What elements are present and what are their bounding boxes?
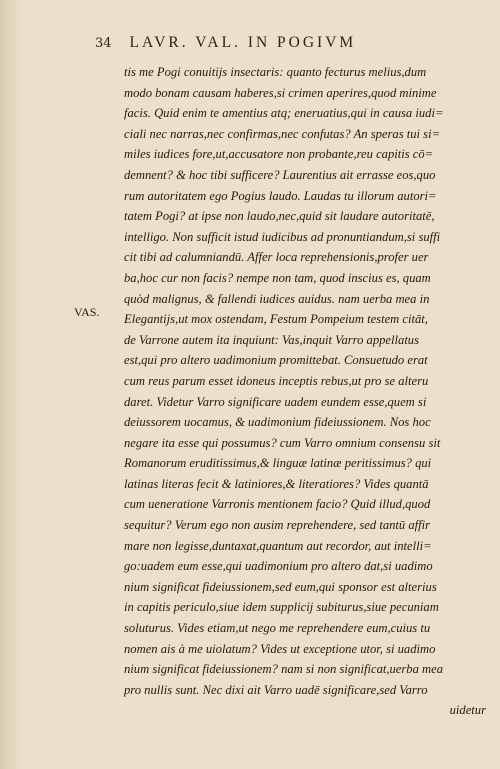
text-line: cit tibi ad calumniandū. Affer loca reprehensionis,profer uer bbox=[124, 250, 429, 265]
body-text bbox=[124, 62, 486, 721]
text-line: cum ueneratione Varronis mentionem facio? Quid illud,quod bbox=[124, 497, 431, 512]
text-line: miles iudices fore,ut,accusatore non probante,reu capitis cō= bbox=[124, 147, 434, 162]
text-line: latinas literas fecit & latiniores,& literatiores? Vides quantā bbox=[124, 476, 429, 491]
text-line: pro nullis sunt. Nec dixi ait Varro uadē significare,sed Varro bbox=[124, 682, 428, 697]
text-line: ba,hoc cur non facis? nempe non tam, quod inscius es, quam bbox=[124, 270, 431, 285]
margin-note: VAS. bbox=[74, 305, 100, 319]
text-line: facis. Quid enim te amentius atq; eneruatius,qui in causa iudi= bbox=[124, 106, 444, 121]
text-line: deiussorem uocamus, & uadimonium fideiussionem. Nos hoc bbox=[124, 415, 431, 430]
text-line: demnent? & hoc tibi sufficere? Laurentius ait errasse eos,quo bbox=[124, 167, 436, 182]
text-line: rum autoritatem ego Pogius laudo. Laudas tu illorum autori= bbox=[124, 188, 437, 203]
running-head: LAVR. VAL. IN POGIVM bbox=[129, 34, 357, 51]
text-line: soluturus. Vides etiam,ut nego me reprehendere eum,cuius tu bbox=[124, 621, 431, 636]
text-line: quòd malignus, & fallendi iudices auidus. nam uerba mea in bbox=[124, 291, 430, 306]
text-line: tatem Pogi? at ipse non laudo,nec,quid sit laudare autoritatē, bbox=[124, 209, 435, 224]
catchword: uidetur bbox=[449, 703, 486, 718]
text-line: de Varrone autem ita inquiunt: Vas,inquit Varro appellatus bbox=[124, 332, 420, 347]
text-line: ciali nec narras,nec confirmas,nec confutas? An speras tui si= bbox=[124, 126, 441, 141]
text-line: Elegantijs,ut mox ostendam, Festum Pompeium testem citāt, bbox=[124, 312, 428, 327]
text-line: sequitur? Verum ego non ausim reprehendere, sed tantū affir bbox=[124, 518, 431, 533]
text-line: intelligo. Non sufficit istud iudicibus ad pronuntiandum,si suffi bbox=[124, 229, 441, 244]
text-line: daret. Videtur Varro significare uadem eundem esse,quem si bbox=[124, 394, 427, 409]
text-line: Romanorum eruditissimus,& linguæ latinæ peritissimus? qui bbox=[124, 456, 432, 471]
text-line: negare ita esse qui possumus? cum Varro omnium consensu sit bbox=[124, 435, 441, 450]
text-line: tis me Pogi conuitijs insectaris: quanto fecturus melius,dum bbox=[124, 65, 427, 79]
text-line: in capitis periculo,siue idem supplicij subiturus,siue pecuniam bbox=[124, 600, 439, 615]
text-line: modo bonam causam haberes,si crimen aperires,quod minime bbox=[124, 85, 437, 100]
text-line: cum reus parum esset idoneus inceptis rebus,ut pro se alteru bbox=[124, 373, 429, 388]
text-line: nium significat fideiussionem,sed eum,qui sponsor est alterius bbox=[124, 579, 437, 594]
text-line: nium significat fideiussionem? nam si non significat,uerba mea bbox=[124, 662, 444, 677]
text-line: go:uadem eum esse,qui uadimonium pro altero dat,si uadimo bbox=[124, 559, 433, 574]
text-line: nomen ais à me uiolatum? Vides ut exceptione utor, si uadimo bbox=[124, 641, 436, 656]
page-number: 34 bbox=[95, 36, 112, 51]
text-line: mare non legisse,duntaxat,quantum aut recordor, aut intelli= bbox=[124, 538, 432, 553]
page-header bbox=[95, 34, 475, 56]
text-line: est,qui pro altero uadimonium promittebat. Consuetudo erat bbox=[124, 353, 428, 368]
